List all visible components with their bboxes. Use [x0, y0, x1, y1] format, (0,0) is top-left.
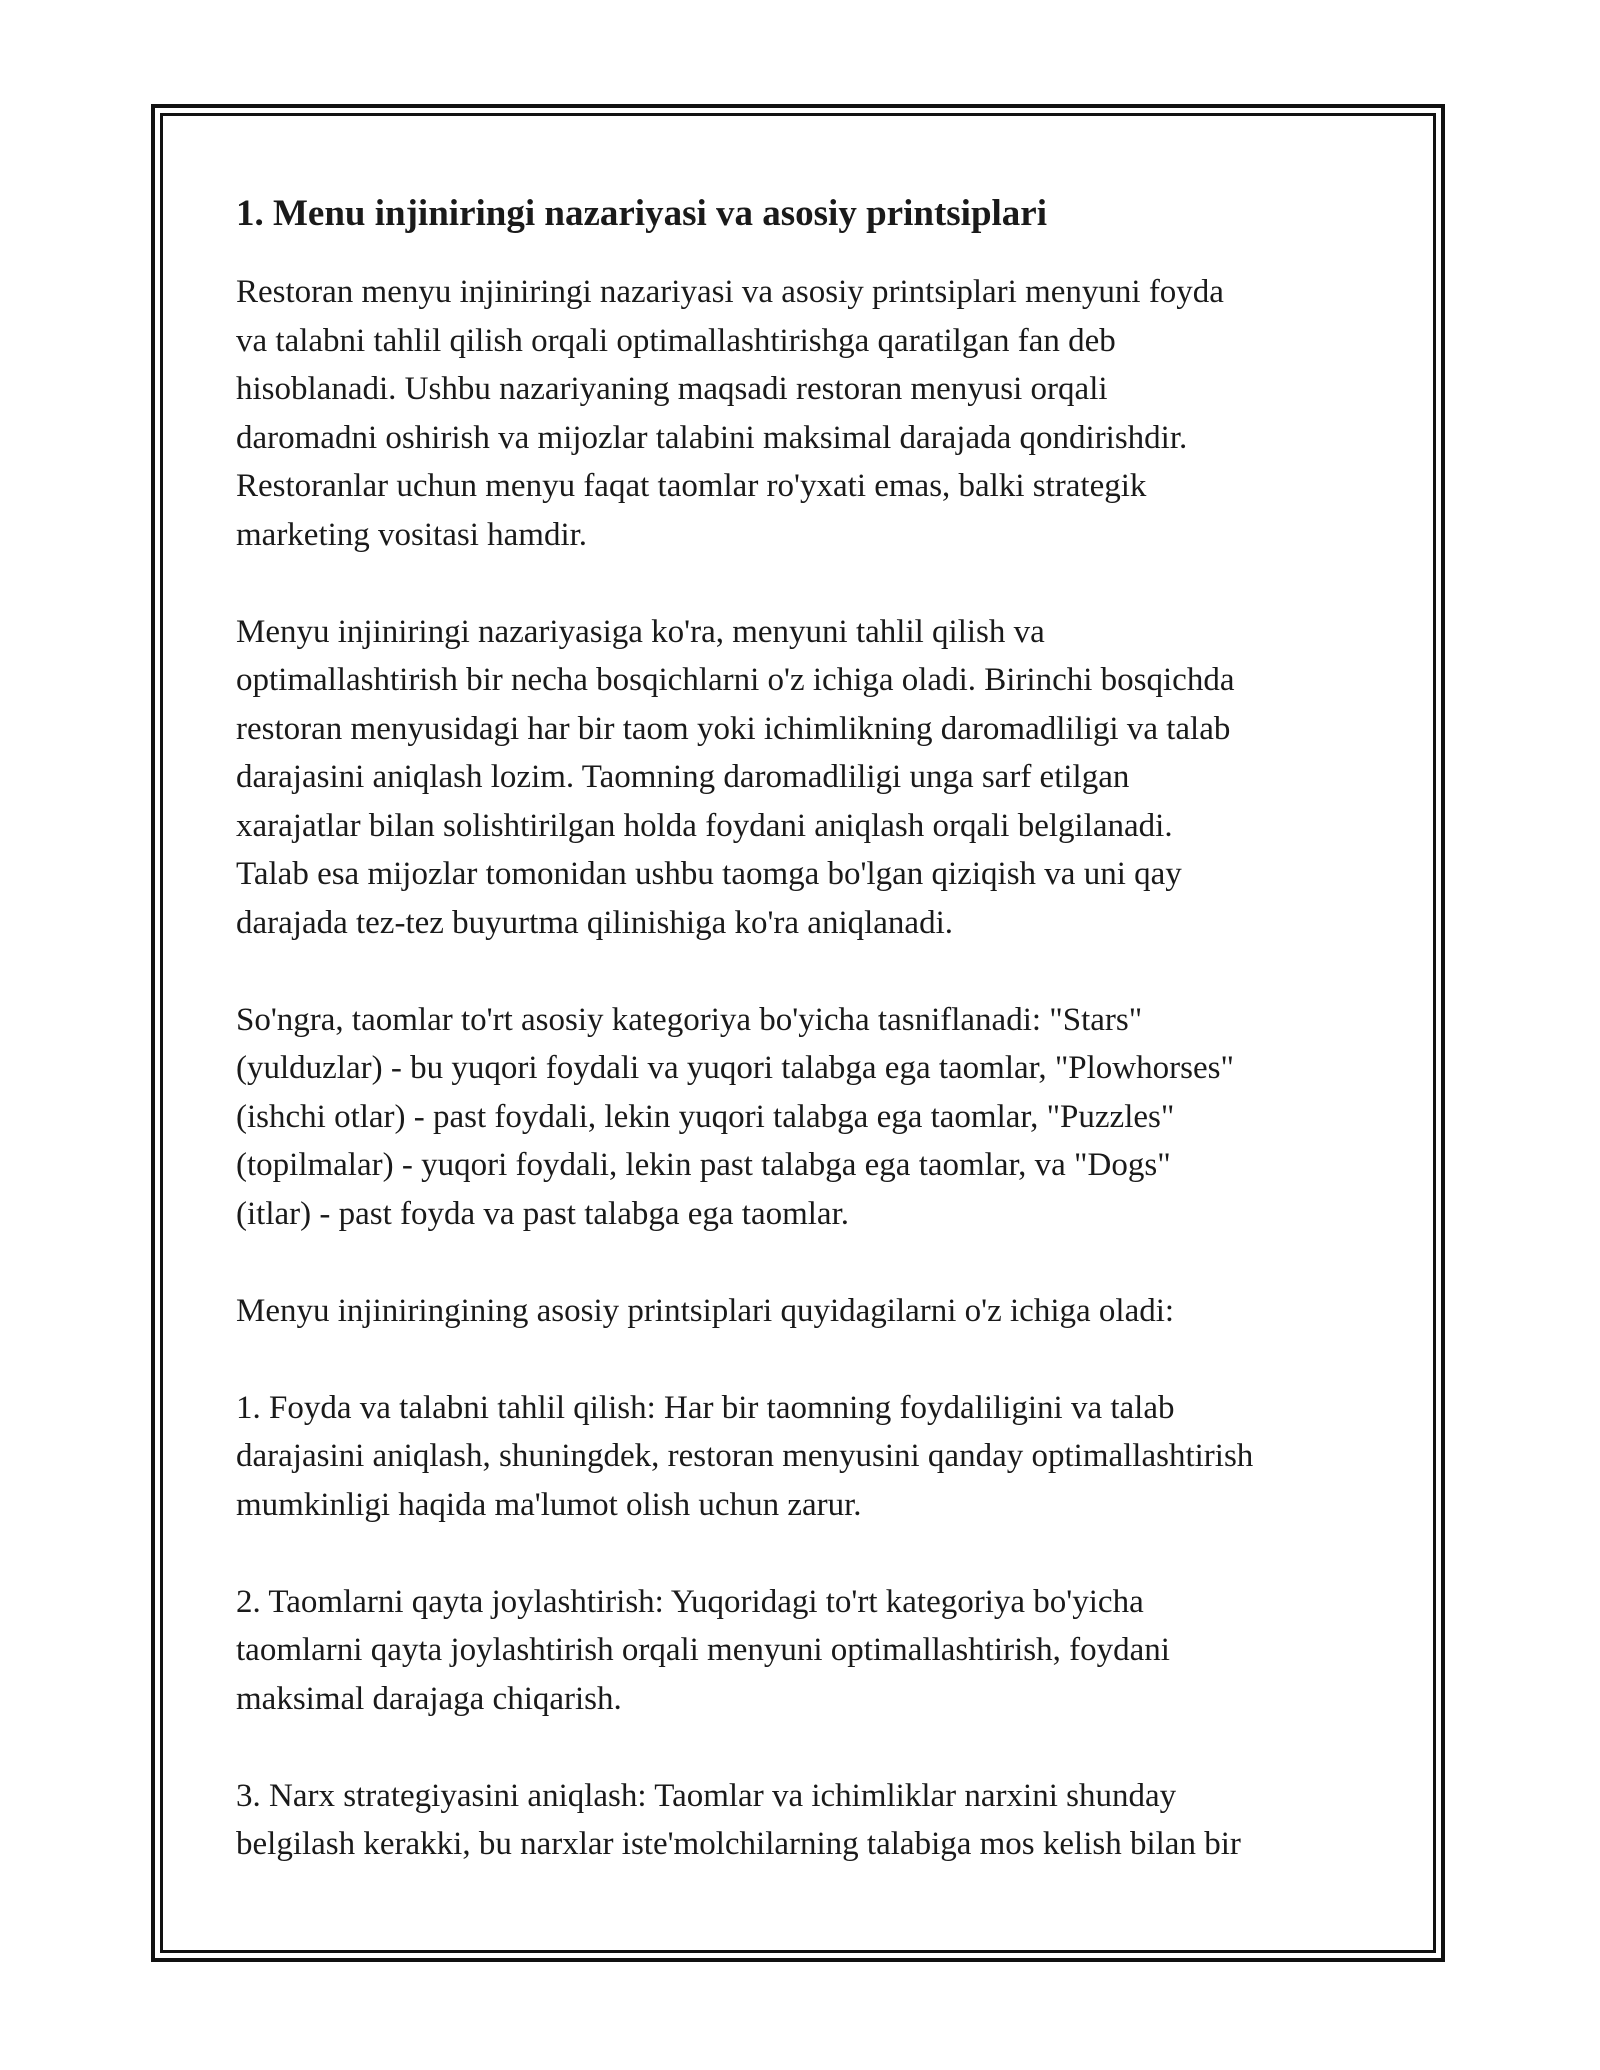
paragraph-principles-intro [236, 1287, 1386, 1336]
text-line: So'ngra, taomlar to'rt asosiy kategoriya bo'yicha tasniflanadi: "Stars" [236, 1001, 1143, 1038]
text-line: optimallashtirish bir necha bosqichlarni o'z ichiga oladi. Birinchi bosqichda [236, 662, 1235, 698]
text-line: hisoblanadi. Ushbu nazariyaning maqsadi restoran menyusi orqali [236, 371, 1108, 407]
text-line: xarajatlar bilan solishtirilgan holda foydani aniqlash orqali belgilanadi. [236, 807, 1173, 844]
text-line: darajasini aniqlash lozim. Taomning daromadliligi unga sarf etilgan [236, 759, 1130, 795]
paragraph-categories [236, 996, 1386, 1239]
text-line: daromadni oshirish va mijozlar talabini maksimal darajada qondirishdir. [236, 419, 1188, 456]
text-line: (topilmalar) - yuqori foydali, lekin past talabga ega taomlar, va "Dogs" [236, 1147, 1171, 1183]
text-line: belgilash kerakki, bu narxlar iste'molchilarning talabiga mos kelish bilan bir [236, 1826, 1241, 1862]
text-line: Menyu injiniringining asosiy printsiplari quyidagilarni o'z ichiga oladi: [236, 1292, 1175, 1329]
text-line: (itlar) - past foyda va past talabga ega taomlar. [236, 1195, 849, 1232]
text-line: (ishchi otlar) - past foydali, lekin yuqori talabga ega taomlar, "Puzzles" [236, 1098, 1175, 1135]
text-line: restoran menyusidagi har bir taom yoki ichimlikning daromadliligi va talab [236, 710, 1231, 747]
text-line: Restoranlar uchun menyu faqat taomlar ro'yxati emas, balki strategik [236, 468, 1147, 504]
list-item-3 [236, 1772, 1386, 1869]
text-line: taomlarni qayta joylashtirish orqali menyuni optimallashtirish, foydani [236, 1632, 1170, 1668]
list-item-2 [236, 1578, 1386, 1724]
text-line: darajasini aniqlash, shuningdek, restoran menyusini qanday optimallashtirish [236, 1438, 1254, 1474]
text-line: marketing vositasi hamdir. [236, 516, 588, 553]
text-line: Menyu injiniringi nazariyasiga ko'ra, menyuni tahlil qilish va [236, 613, 1045, 650]
paragraph-intro [236, 268, 1386, 559]
text-line: 3. Narx strategiyasini aniqlash: Taomlar va ichimliklar narxini shunday [236, 1777, 1177, 1814]
paragraph-analysis-stages [236, 608, 1386, 948]
text-line: mumkinligi haqida ma'lumot olish uchun zarur. [236, 1486, 862, 1523]
text-line: Restoran menyu injiniringi nazariyasi va asosiy printsiplari menyuni foyda [236, 274, 1224, 310]
section-heading: 1. Menu injiniringi nazariyasi va asosiy printsiplari [236, 193, 1048, 234]
text-line: darajada tez-tez buyurtma qilinishiga ko'ra aniqlanadi. [236, 904, 953, 941]
text-line: maksimal darajaga chiqarish. [236, 1680, 622, 1717]
document-body [236, 186, 1386, 1869]
text-line: 2. Taomlarni qayta joylashtirish: Yuqoridagi to'rt kategoriya bo'yicha [236, 1583, 1144, 1620]
text-line: (yulduzlar) - bu yuqori foydali va yuqori talabga ega taomlar, "Plowhorses" [236, 1050, 1234, 1086]
text-line: Talab esa mijozlar tomonidan ushbu taomga bo'lgan qiziqish va uni qay [236, 856, 1182, 892]
list-item-1 [236, 1384, 1386, 1530]
text-line: 1. Foyda va talabni tahlil qilish: Har bir taomning foydaliligini va talab [236, 1389, 1175, 1426]
text-line: va talabni tahlil qilish orqali optimallashtirishga qaratilgan fan deb [236, 322, 1116, 359]
